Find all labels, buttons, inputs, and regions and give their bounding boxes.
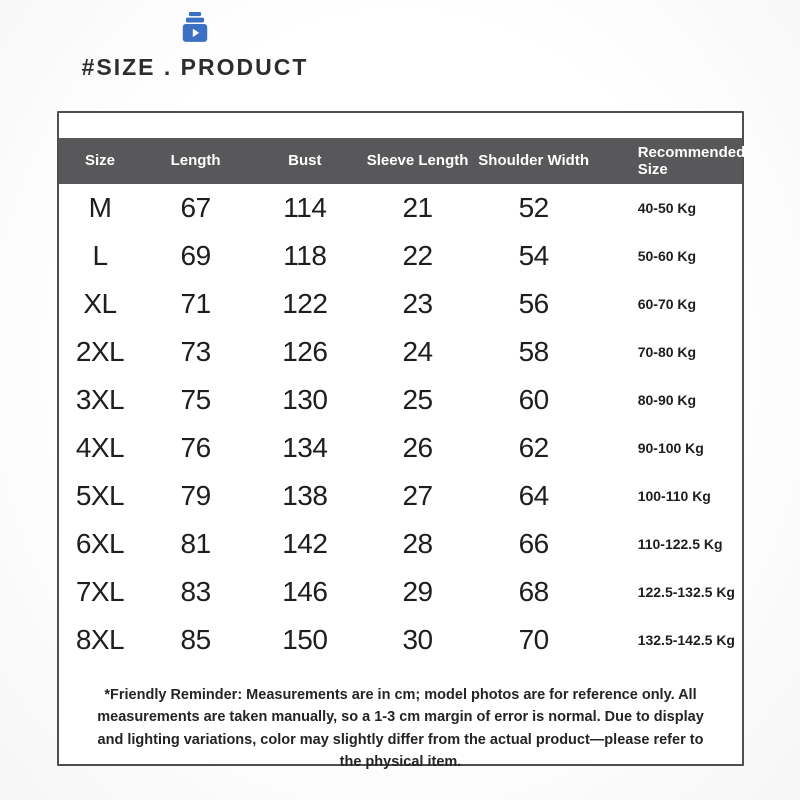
- table-row: [59, 328, 742, 376]
- cell-size: 4XL: [75, 432, 125, 463]
- cell-bust: 134: [282, 432, 328, 463]
- cell-length: 85: [180, 624, 211, 655]
- cell-sleeve-length: 28: [402, 528, 433, 559]
- cell-length: 76: [180, 432, 211, 463]
- cell-recommended-size: 60-70 Kg: [637, 296, 697, 312]
- table-row: [59, 184, 742, 232]
- cell-shoulder-width: 62: [518, 432, 549, 463]
- cell-recommended-size: 90-100 Kg: [637, 440, 704, 456]
- cell-shoulder-width: 60: [518, 384, 549, 415]
- cell-bust: 122: [282, 288, 328, 319]
- brand-header: [81, 12, 309, 81]
- archive-play-icon: [180, 12, 210, 45]
- cell-recommended-size: 122.5-132.5 Kg: [637, 584, 735, 600]
- cell-sleeve-length: 30: [402, 624, 433, 655]
- table-row: [59, 232, 742, 280]
- table-row: [59, 376, 742, 424]
- cell-shoulder-width: 54: [518, 240, 549, 271]
- cell-recommended-size: 110-122.5 Kg: [637, 536, 723, 552]
- cell-size: 2XL: [75, 336, 125, 367]
- table-row: [59, 520, 742, 568]
- table-row: [59, 424, 742, 472]
- cell-bust: 114: [283, 192, 327, 223]
- cell-recommended-size: 70-80 Kg: [637, 344, 697, 360]
- cell-length: 67: [180, 192, 211, 223]
- cell-size: 6XL: [75, 528, 125, 559]
- cell-sleeve-length: 22: [402, 240, 433, 271]
- table-header-row: [59, 138, 746, 184]
- cell-recommended-size: 40-50 Kg: [637, 200, 697, 216]
- column-header-bust: Bust: [288, 152, 322, 170]
- cell-sleeve-length: 29: [402, 576, 433, 607]
- column-header-shoulder-width: Shoulder Width: [478, 152, 589, 170]
- friendly-reminder-note: *Friendly Reminder: Measurements are in cm; model photos are for reference only. All measurements are taken manually, so a 1-3 cm margin of error is normal. Due to display and lighting variations, color may slightly differ from the actual product—please refer to the physical item.: [97, 687, 704, 771]
- table-row: [59, 472, 742, 520]
- cell-bust: 118: [283, 240, 327, 271]
- table-row: [59, 616, 742, 664]
- cell-bust: 126: [282, 336, 328, 367]
- cell-recommended-size: 50-60 Kg: [637, 248, 697, 264]
- cell-shoulder-width: 52: [518, 192, 549, 223]
- cell-size: 8XL: [75, 624, 125, 655]
- cell-sleeve-length: 24: [402, 336, 433, 367]
- cell-length: 73: [180, 336, 211, 367]
- cell-sleeve-length: 21: [402, 192, 433, 223]
- cell-size: L: [92, 240, 108, 271]
- cell-length: 79: [180, 480, 211, 511]
- cell-bust: 146: [282, 576, 328, 607]
- cell-length: 75: [180, 384, 211, 415]
- cell-size: 3XL: [75, 384, 125, 415]
- table-row: [59, 568, 742, 616]
- column-header-size: Size: [84, 152, 115, 170]
- cell-size: XL: [83, 288, 117, 319]
- cell-length: 81: [180, 528, 211, 559]
- cell-bust: 138: [282, 480, 328, 511]
- column-header-sleeve-length: Sleeve Length: [366, 152, 469, 170]
- cell-size: 7XL: [75, 576, 125, 607]
- cell-sleeve-length: 26: [402, 432, 433, 463]
- cell-recommended-size: 80-90 Kg: [637, 392, 697, 408]
- column-header-recommended-size: Recommended Size: [637, 143, 746, 178]
- cell-length: 69: [180, 240, 211, 271]
- cell-shoulder-width: 56: [518, 288, 549, 319]
- cell-shoulder-width: 64: [518, 480, 549, 511]
- cell-sleeve-length: 27: [402, 480, 433, 511]
- cell-shoulder-width: 66: [518, 528, 549, 559]
- table-row: [59, 280, 742, 328]
- cell-length: 83: [180, 576, 211, 607]
- cell-bust: 150: [282, 624, 328, 655]
- cell-recommended-size: 132.5-142.5 Kg: [637, 632, 735, 648]
- column-header-length: Length: [170, 152, 221, 170]
- cell-size: M: [88, 192, 112, 223]
- cell-length: 71: [180, 288, 211, 319]
- cell-size: 5XL: [75, 480, 125, 511]
- cell-bust: 142: [282, 528, 328, 559]
- cell-shoulder-width: 70: [518, 624, 549, 655]
- cell-bust: 130: [282, 384, 328, 415]
- cell-recommended-size: 100-110 Kg: [637, 488, 711, 504]
- cell-sleeve-length: 25: [402, 384, 433, 415]
- cell-sleeve-length: 23: [402, 288, 433, 319]
- cell-shoulder-width: 68: [518, 576, 549, 607]
- table-body: [59, 184, 742, 664]
- brand-title: #SIZE . PRODUCT: [81, 54, 309, 80]
- cell-shoulder-width: 58: [518, 336, 549, 367]
- size-chart-box: [57, 111, 746, 771]
